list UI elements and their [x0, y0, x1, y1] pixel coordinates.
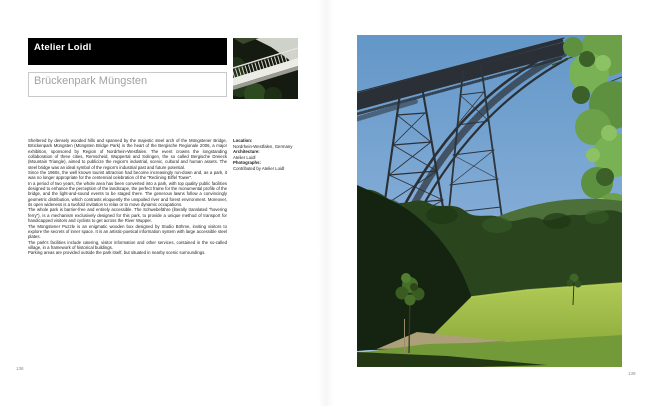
bridge-walkway-thumbnail — [233, 38, 298, 99]
page-number-left: 138 — [16, 366, 24, 371]
project-name-box — [28, 72, 227, 97]
article-paragraph: Parking areas are provided outside the park itself, but situated in nearby scenic surroundings. — [28, 250, 206, 256]
article-paragraph: The park's facilities include catering, visitor information and other services, contained in the so-called village, in a framework of historical buildings. — [28, 239, 227, 250]
location-label: Location: — [233, 138, 253, 143]
studio-name: Atelier Loidl — [34, 42, 92, 53]
book-spine-fold — [318, 0, 334, 406]
muengsten-bridge-photo-graphic — [357, 35, 622, 367]
architecture-value: Atelier Loidl — [233, 154, 256, 160]
photographs-value: Contributed by Atelier Loidl — [233, 165, 285, 171]
article-paragraph: The Müngstener Puzzle is an enigmatic wooden box designed by Studio Böhme, inviting visitors to explore the secrets of inner space. It is an artistic-poetical information system with large accessible steel plates. — [28, 223, 227, 240]
article-paragraph: The whole park is barrier-free and entirely accessible. The Schwebefähre (literally translated "hovering ferry"), is a mechanism exclusively designed for this park, to provide a unique method of transport for handicapped visitors and cyclists to get across the River Wupper. — [28, 207, 227, 224]
architecture-label: Architecture: — [233, 149, 260, 155]
article-paragraph: Since the 1960s, the well known tourist attraction had become increasingly run-down and, as a park, it was no longer appropriate for the centennial celebration of the "Reclining Eiffel Tower". — [28, 170, 227, 181]
location-value: Nordrhein-Westfalen, Germany — [233, 143, 293, 149]
project-name: Brückenpark Müngsten — [34, 75, 148, 87]
article-text — [28, 138, 227, 256]
bridge-walkway-thumbnail-graphic — [233, 38, 298, 99]
page-number-right: 139 — [628, 371, 636, 376]
muengsten-bridge-photo — [357, 35, 622, 367]
article-paragraph: Sheltered by densely wooded hills and spanned by the majestic steel arch of the Müngstener Bridge, Brückenpark Müngsten (Müngsten Bridge Park) is the heart of the Bergische Regionale 2006, a major exhibition, sponsored by Region of Nordrhein-Westfalen. The event crowns the longstanding collaboration of three cities, Remscheid, Wuppertal and Solingen, the so called Bergische Dreieck (Mountain Triangle), aimed to publicize the region's industrial, scenic, cultural and human assets. The steel bridge was an ideal symbol of the region's industrial past and future potential. — [28, 138, 227, 170]
project-details — [233, 138, 318, 172]
article-paragraph: In a period of two years, the whole area has been converted into a park, with top quality public facilities designed to enhance the perception of the landscape, the perfect frame for the monumental profile of the bridge, and the light-and-sound events to be staged there. The generous lawns follow a convincingly geometric distribution, which contrasts eloquently the unspoiled river and forest environment. Moreover, its open wideness is a twofold invitation to relax or to move dynamic occupations. — [28, 180, 227, 208]
photographs-label: Photographs: — [233, 160, 261, 166]
studio-title-bar — [28, 38, 227, 65]
